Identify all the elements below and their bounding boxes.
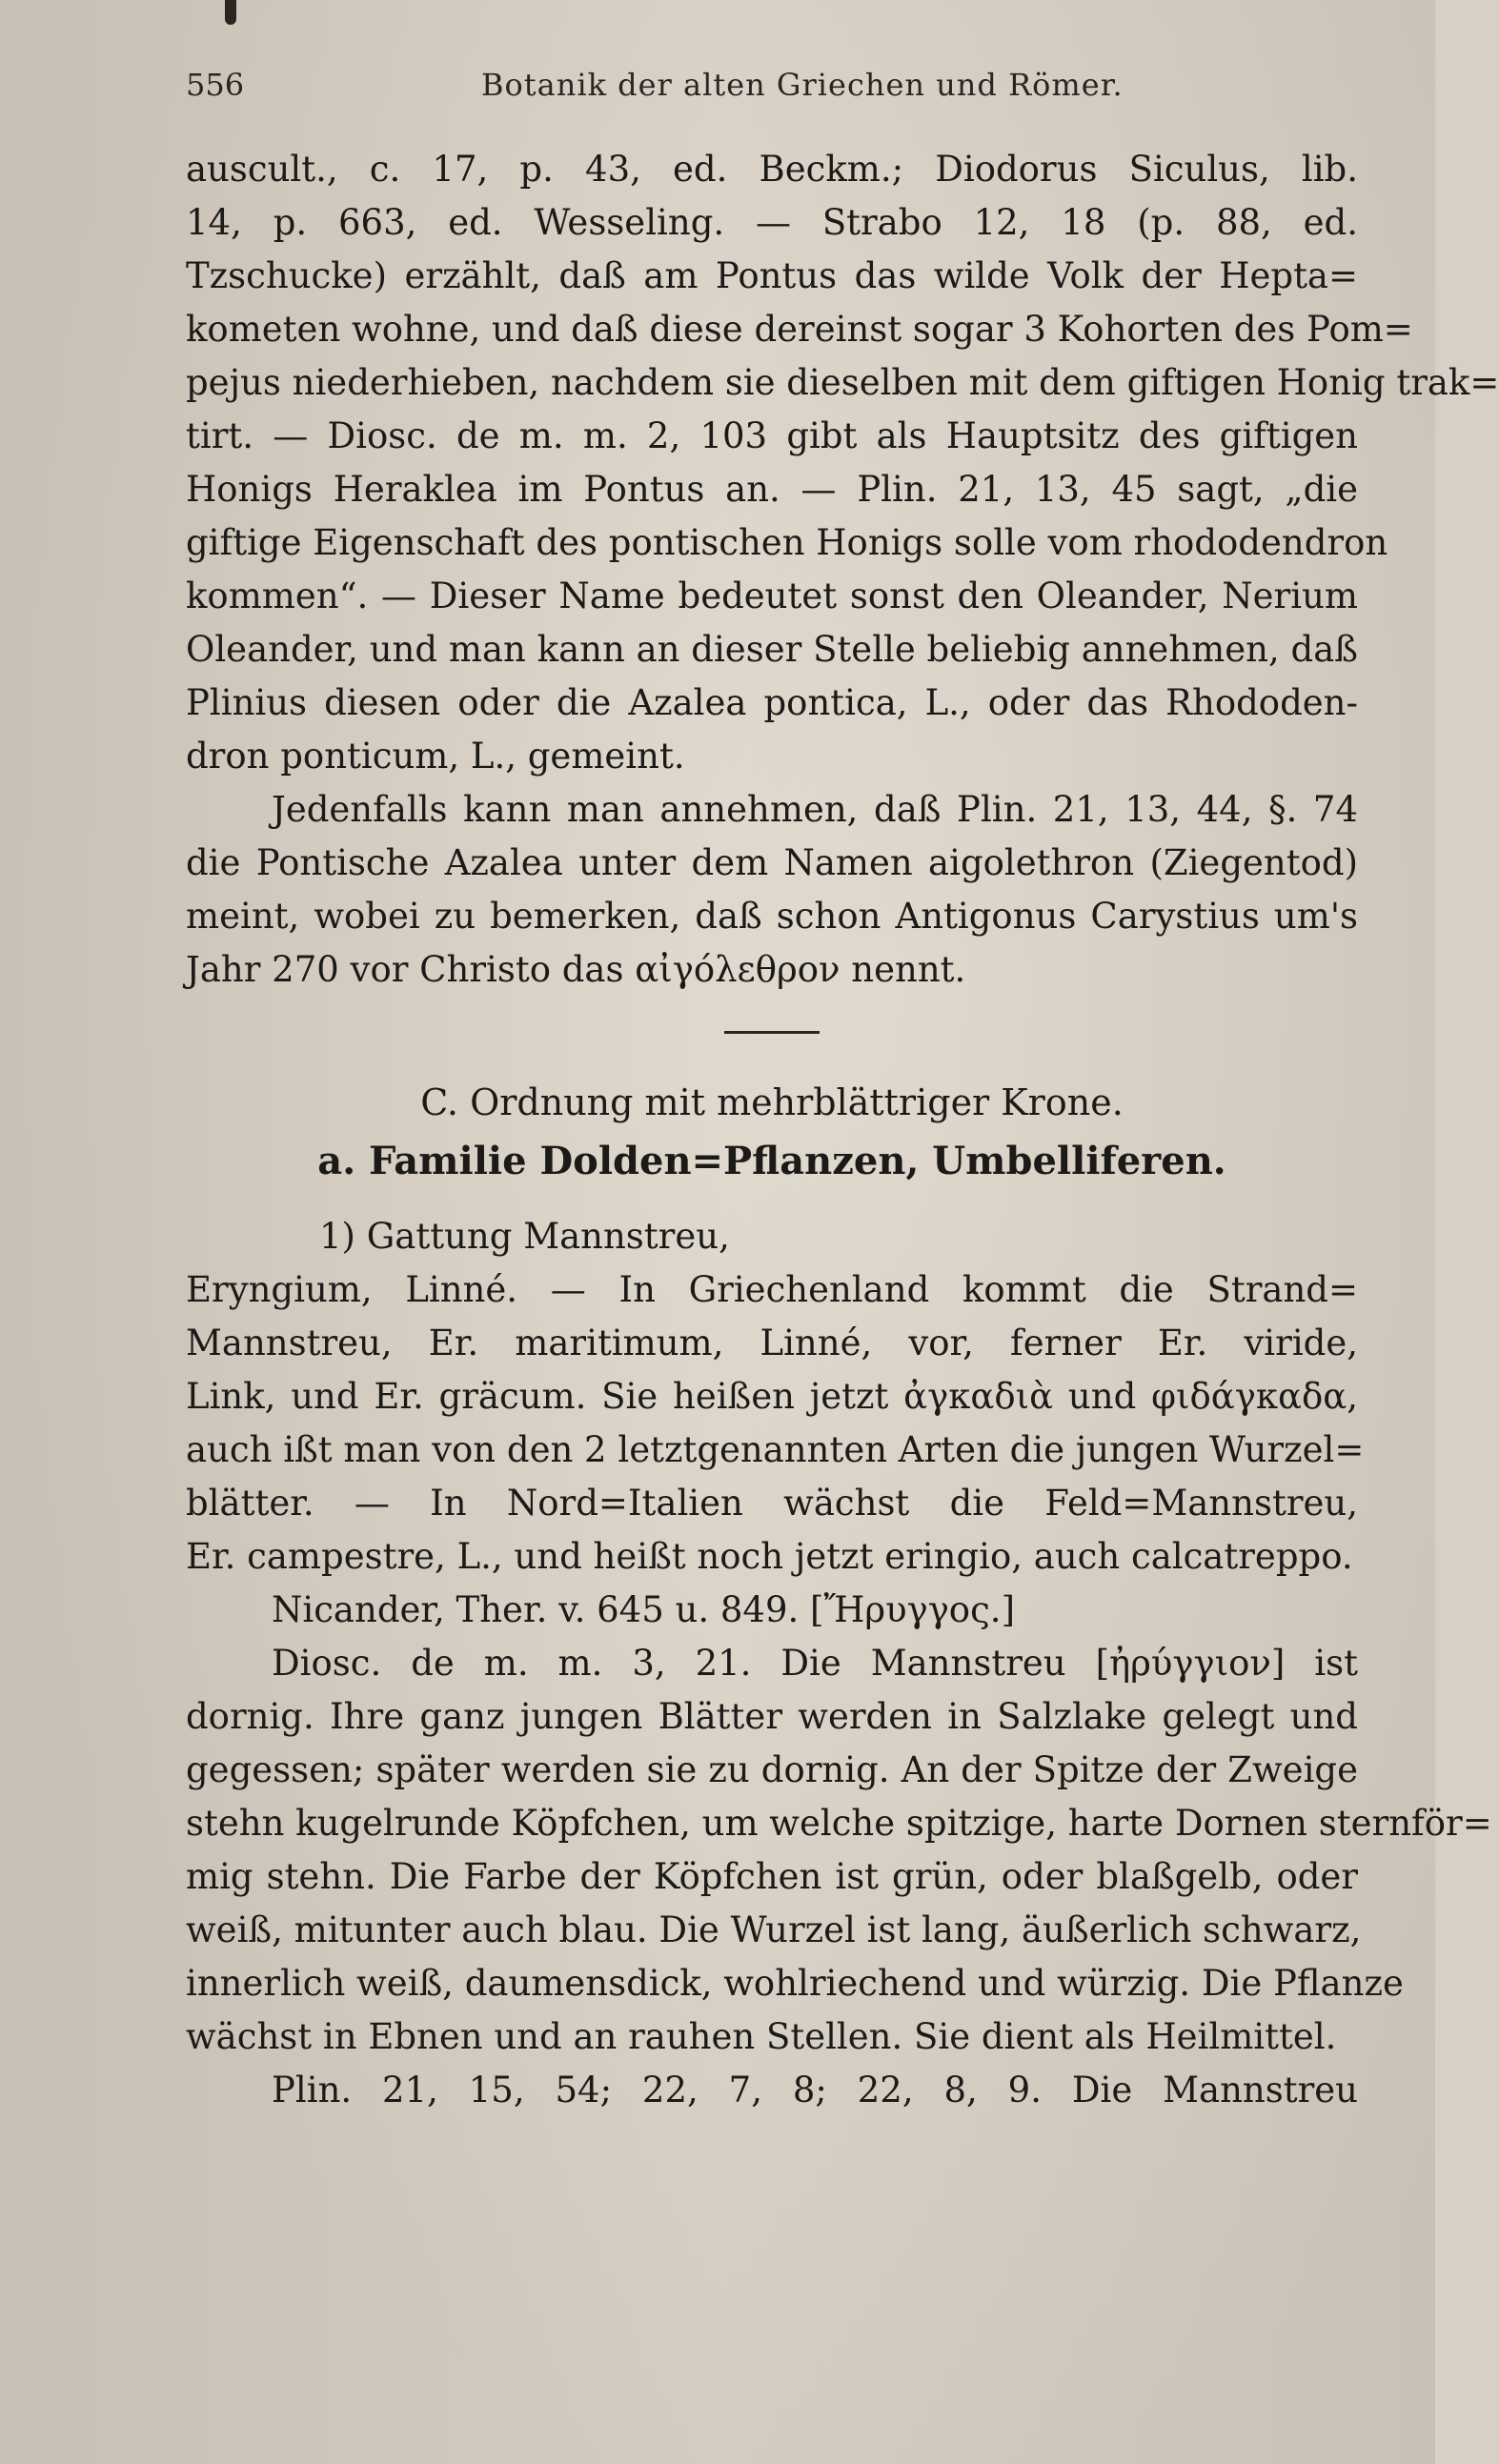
text-line: giftige Eigenschaft des pontischen Honigs solle vom rhododendron	[186, 522, 1388, 563]
text-line: gegessen; später werden sie zu dornig. An der Spitze der Zweige	[186, 1749, 1358, 1790]
text-line: Eryngium, Linné. — In Griechenland kommt die Strand=	[186, 1269, 1358, 1310]
page-edge-mark	[225, 0, 236, 25]
text-line: Link, und Er. gräcum. Sie heißen jetzt ἀγκαδιὰ und φιδάγκαδα,	[186, 1376, 1358, 1417]
text-line: Jedenfalls kann man annehmen, daß Plin. 21, 13, 44, §. 74	[272, 789, 1358, 830]
page-number: 556	[186, 67, 245, 103]
text-line: mig stehn. Die Farbe der Köpfchen ist grün, oder blaßgelb, oder	[186, 1856, 1358, 1897]
text-line: Diosc. de m. m. 3, 21. Die Mannstreu [ἠρύγγιον] ist	[272, 1643, 1358, 1684]
text-line: auscult., c. 17, p. 43, ed. Beckm.; Diodorus Siculus, lib.	[186, 149, 1358, 190]
text-line: Er. campestre, L., und heißt noch jetzt eringio, auch calcatreppo.	[186, 1536, 1353, 1577]
text-line: stehn kugelrunde Köpfchen, um welche spitzige, harte Dornen sternför=	[186, 1803, 1492, 1844]
text-line: kommen“. — Dieser Name bedeutet sonst den Oleander, Nerium	[186, 576, 1358, 616]
citation-nicander: Nicander, Ther. v. 645 u. 849. [Ἤρυγγος.]	[272, 1589, 1015, 1630]
text-line: 14, p. 663, ed. Wesseling. — Strabo 12, 18 (p. 88, ed.	[186, 202, 1358, 243]
family-heading: a. Familie Dolden=Pflanzen, Umbelliferen.	[317, 1139, 1226, 1183]
genus-heading: 1) Gattung Mannstreu,	[319, 1216, 730, 1257]
text-line: Tzschucke) erzählt, daß am Pontus das wilde Volk der Hepta=	[186, 255, 1358, 296]
text-line: Plinius diesen oder die Azalea pontica, L., oder das Rhododen-	[186, 682, 1358, 723]
text-line: pejus niederhieben, nachdem sie dieselben mit dem giftigen Honig trak=	[186, 362, 1499, 403]
text-line: Oleander, und man kann an dieser Stelle beliebig annehmen, daß	[186, 629, 1358, 670]
text-line: meint, wobei zu bemerken, daß schon Antigonus Carystius um's	[186, 896, 1358, 937]
body-text	[186, 143, 1499, 2117]
text-line: dron ponticum, L., gemeint.	[186, 736, 685, 777]
text-line: Jahr 270 vor Christo das αἰγόλεθρον nennt.	[186, 949, 966, 990]
text-line: tirt. — Diosc. de m. m. 2, 103 gibt als Hauptsitz des giftigen	[186, 415, 1358, 456]
text-line: weiß, mitunter auch blau. Die Wurzel ist lang, äußerlich schwarz,	[186, 1909, 1362, 1950]
spacer	[186, 1191, 1358, 1210]
page-header	[186, 67, 1358, 114]
text-line: Honigs Heraklea im Pontus an. — Plin. 21, 13, 45 sagt, „die	[186, 469, 1358, 510]
text-line: dornig. Ihre ganz jungen Blätter werden in Salzlake gelegt und	[186, 1696, 1358, 1737]
text-line: Mannstreu, Er. maritimum, Linné, vor, ferner Er. viride,	[186, 1323, 1358, 1363]
text-line: kometen wohne, und daß diese dereinst sogar 3 Kohorten des Pom=	[186, 309, 1413, 350]
running-title: Botanik der alten Griechen und Römer.	[481, 67, 1124, 103]
text-line: auch ißt man von den 2 letztgenannten Arten die jungen Wurzel=	[186, 1429, 1365, 1470]
text-line: blätter. — In Nord=Italien wächst die Feld=Mannstreu,	[186, 1483, 1358, 1524]
citation-pliny: Plin. 21, 15, 54; 22, 7, 8; 22, 8, 9. Die Mannstreu	[272, 2070, 1358, 2111]
text-line: wächst in Ebnen und an rauhen Stellen. Sie dient als Heilmittel.	[186, 2016, 1337, 2057]
text-line: innerlich weiß, daumensdick, wohlriechend und würzig. Die Pflanze	[186, 1963, 1404, 2004]
section-divider	[186, 997, 1358, 1073]
text-line: die Pontische Azalea unter dem Namen aigolethron (Ziegentod)	[186, 842, 1358, 883]
order-heading: C. Ordnung mit mehrblättriger Krone.	[420, 1081, 1124, 1123]
divider-rule	[724, 1031, 820, 1034]
